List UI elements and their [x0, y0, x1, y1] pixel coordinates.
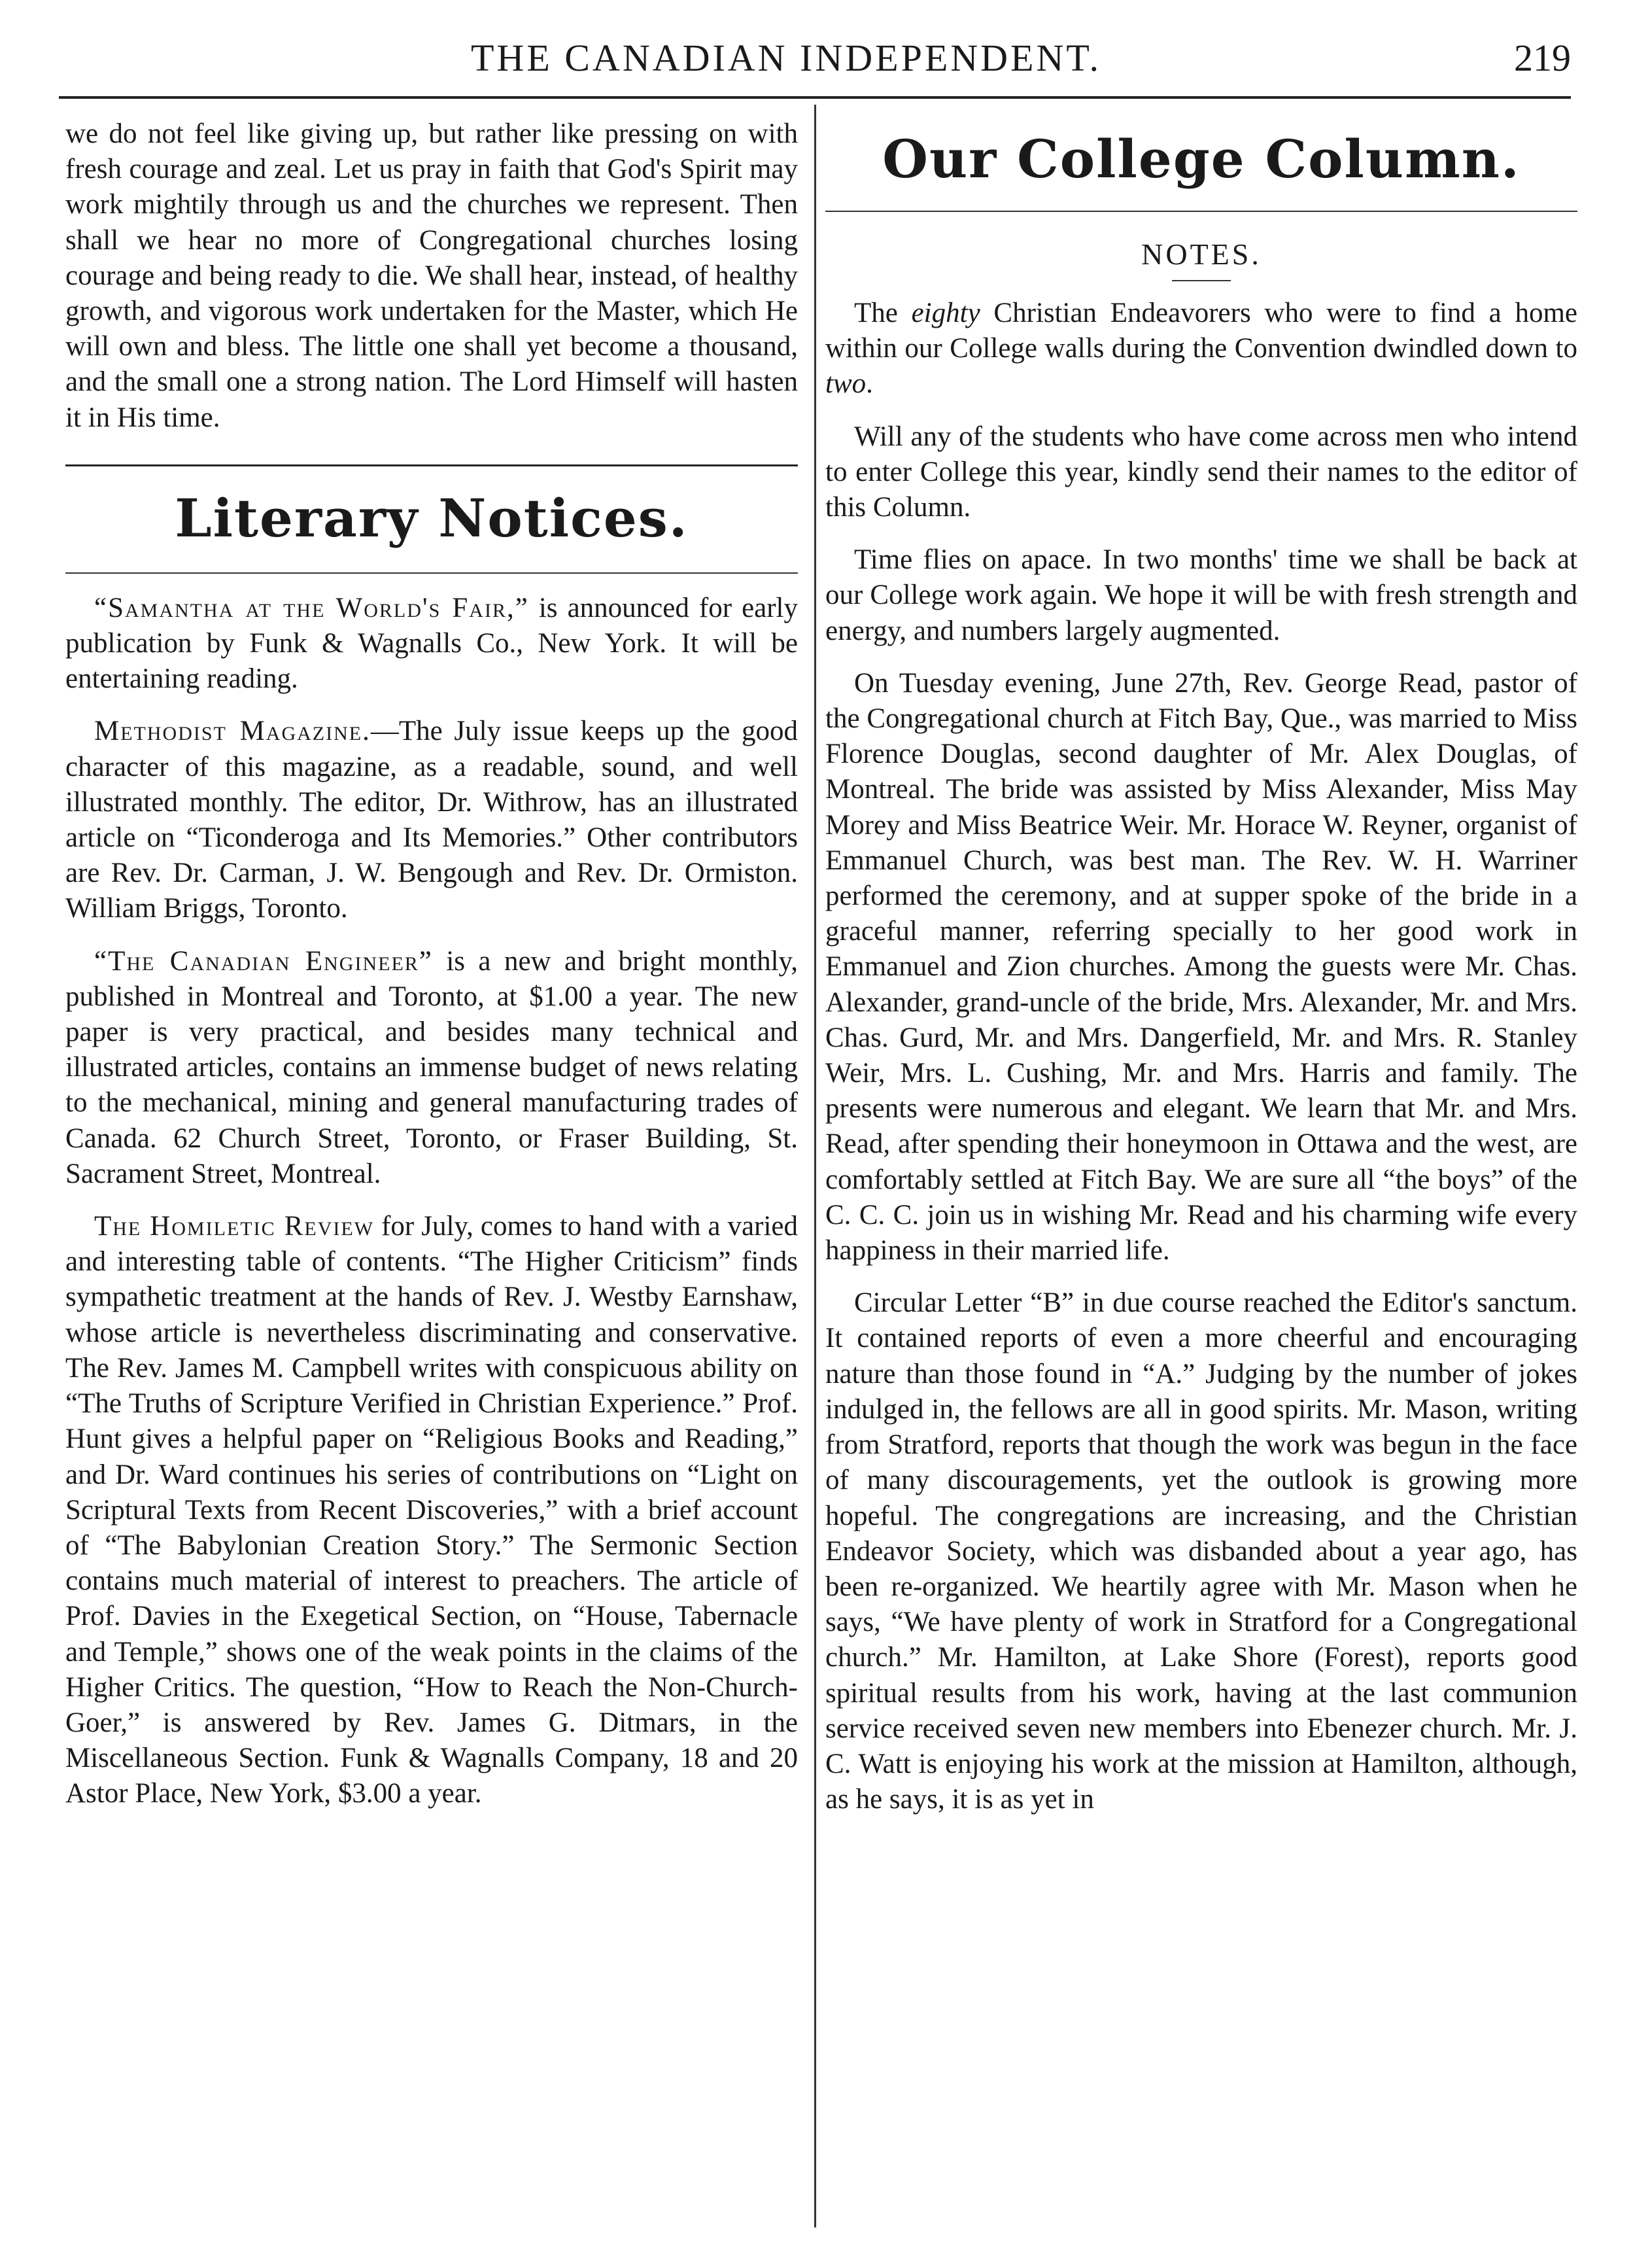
note-paragraph: Will any of the students who have come across men who intend to enter College this year, kindly send their names to the editor of this Column.: [825, 421, 1577, 523]
notice-text: is a new and bright monthly, published in Montreal and Toronto, at $1.00 a year. The new paper is very practical, and besides many technical and illustrated articles, contains an immense budget of news relating to the mechanical, mining and general manufacturing trades of Canada. 62 Church Street, Toronto, or Fraser Building, St. Sacrament Street, Montreal.: [65, 945, 798, 1189]
college-column-heading: Our College Column.: [882, 128, 1521, 190]
note-emphasis: two: [825, 368, 867, 400]
running-title: THE CANADIAN INDEPENDENT.: [471, 37, 1101, 79]
notice-paragraph: [65, 944, 798, 1192]
right-column: [825, 116, 1577, 1817]
literary-notices-heading: Literary Notices.: [175, 487, 689, 549]
note-emphasis: eighty: [911, 298, 980, 328]
continuation-paragraph: we do not feel like giving up, but rather like pressing on with fresh courage and zeal. Let us pray in faith that God's Spirit may work mightily through us and the churches we represent. Then shall we hear no more of Congregational churches losing courage and being ready to die. We shall hear, instead, of healthy growth, and vigorous work undertaken for the Master, which He will own and bless. The little one shall yet become a thousand, and the small one a strong nation. The Lord Himself will hasten it in His time.: [65, 118, 798, 433]
note-paragraph: On Tuesday evening, June 27th, Rev. George Read, pastor of the Congregational church at Fitch Bay, Que., was married to Miss Florence Douglas, second daughter of Mr. Alex Douglas, of Montreal. The bride was assisted by Miss Alexander, Miss May Morey and Miss Beatrice Weir. Mr. Horace W. Reyner, organist of Emmanuel Church, was best man. The Rev. W. H. Warriner performed the ceremony, and at supper spoke of the bride in a graceful manner, referring specially to her good work in Emmanuel and Zion churches. Among the guests were Mr. Chas. Alexander, grand-uncle of the bride, Mrs. Alexander, Mr. and Mrs. Chas. Gurd, Mr. and Mrs. Dangerfield, Mr. and Mrs. R. Stanley Weir, Mrs. L. Cushing, Mr. and Mrs. Harris and family. The presents were numerous and elegant. We learn that Mr. and Mrs. Read, after spending their honeymoon in Ottawa and the west, are comfortably settled at Fitch Bay. We are sure all “the boys” of the C. C. C. join us in wishing Mr. Read and his charming wife every happiness in their married life.: [825, 667, 1577, 1266]
note-text: Christian Endeavorers who were to find a home within our College walls during the Convention dwindled down to: [825, 298, 1578, 364]
notice-lead: “The Canadian Engineer”: [94, 945, 433, 977]
notice-lead: “Samantha at the World's Fair,”: [94, 592, 529, 623]
section-rule-bottom: [65, 572, 798, 574]
college-heading-rule: [825, 211, 1577, 212]
notice-text: —The July issue keeps up the good character of this magazine, as a readable, sound, and well illustrated monthly. The editor, Dr. Withrow, has an illustrated article on “Ticonderoga and Its Memories.” Other contributors are Rev. Dr. Carman, J. W. Bengough and Rev. Dr. Ormiston. William Briggs, Toronto.: [65, 716, 798, 924]
column-divider: [814, 105, 816, 2227]
notice-lead: The Homiletic Review: [94, 1211, 375, 1242]
notice-paragraph: [65, 714, 798, 926]
left-column: [65, 116, 798, 1812]
notice-paragraph: [65, 1209, 798, 1811]
notice-text: is announced for early publication by Funk & Wagnalls Co., New York. It will be entertaining reading.: [65, 592, 799, 695]
notes-short-rule: [1172, 280, 1231, 281]
section-rule-top: [65, 464, 798, 466]
notice-text: for July, comes to hand with a varied and interesting table of contents. “The Higher Criticism” finds sympathetic treatment at the hands of Rev. J. Westby Earnshaw, whose article is nevertheless discriminating and conservative. The Rev. James M. Campbell writes with conspicuous ability on “The Truths of Scripture Verified in Christian Experience.” Prof. Hunt gives a helpful paper on “Religious Books and Reading,” and Dr. Ward continues his series of contributions on “Light on Scriptural Texts from Recent Discoveries,” with a brief account of “The Babylonian Creation Story.” The Sermonic Section contains much material of interest to preachers. The article of Prof. Davies in the Exegetical Section, on “House, Tabernacle and Temple,” shows one of the weak points in the claims of the Higher Critics. The question, “How to Reach the Non-Church-Goer,” is answered by Rev. James G. Ditmars, in the Miscellaneous Section. Funk & Wagnalls Company, 18 and 20 Astor Place, New York, $3.00 a year.: [65, 1211, 798, 1809]
notice-lead: Methodist Magazine.: [94, 716, 371, 747]
header-rule: [59, 96, 1571, 99]
note-paragraph: Circular Letter “B” in due course reached the Editor's sanctum. It contained reports of even a more cheerful and encouraging nature than those found in “A.” Judging by the number of jokes indulged in, the fellows are all in good spirits. Mr. Mason, writing from Stratford, reports that though the work was begun in the face of many discouragements, yet the outlook is growing more hopeful. The congregations are increasing, and the Christian Endeavor Society, which was disbanded about a year ago, has been re-organized. We heartily agree with Mr. Mason when he says, “We have plenty of work in Stratford for a Congregational church.” Mr. Hamilton, at Lake Shore (Forest), reports good spiritual results from his work, having at the last communion service received seven new members into Ebenezer church. Mr. J. C. Watt is enjoying his work at the mission at Hamilton, although, as he says, it is as yet in: [825, 1287, 1577, 1815]
note-paragraph: [825, 296, 1577, 402]
note-paragraph: Time flies on apace. In two months' time we shall be back at our College work again. We hope it will be with fresh strength and energy, and numbers largely augmented.: [825, 544, 1577, 646]
page-number: 219: [1514, 37, 1571, 79]
notice-paragraph: [65, 591, 798, 697]
page-header: [0, 36, 1633, 101]
note-text: .: [866, 368, 873, 400]
note-text: The: [854, 298, 912, 328]
notes-subheading: NOTES.: [1141, 237, 1262, 271]
